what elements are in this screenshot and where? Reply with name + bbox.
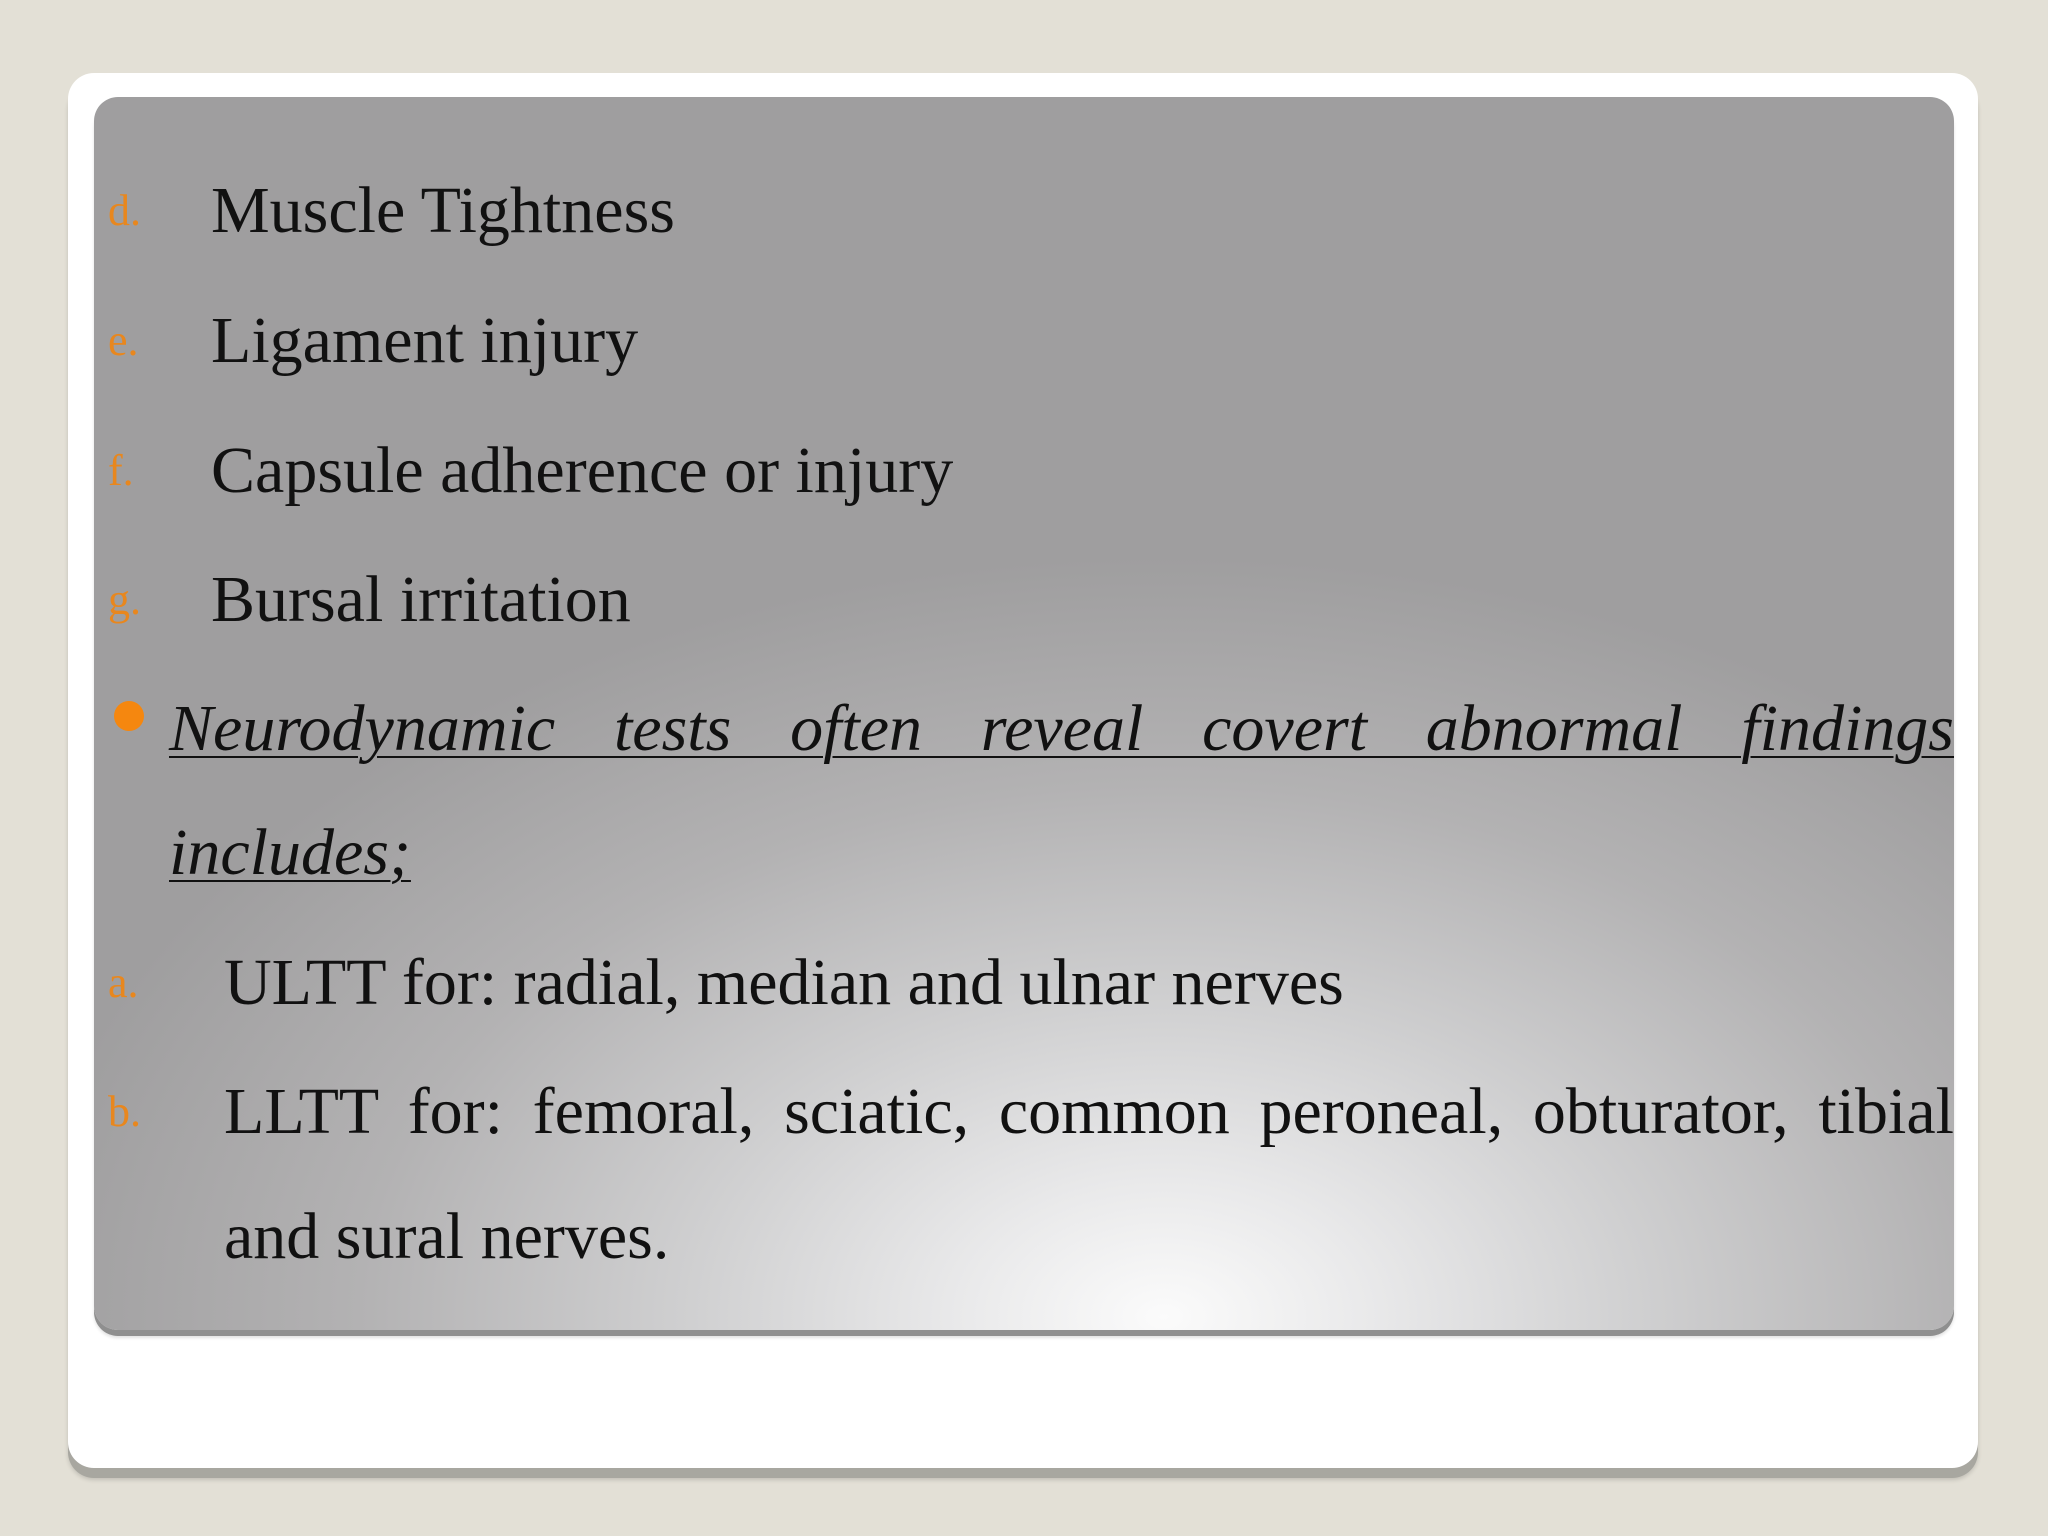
bullet-heading-line1: Neurodynamic tests often reveal covert abnormal findings bbox=[169, 692, 1954, 765]
list-item-text: Capsule adherence or injury bbox=[211, 434, 954, 507]
content-panel bbox=[94, 97, 1954, 1330]
list-item-text: Muscle Tightness bbox=[211, 174, 675, 247]
list-item-text-line2: and sural nerves. bbox=[224, 1200, 670, 1273]
list-marker: d. bbox=[108, 186, 141, 235]
list-item bbox=[94, 1072, 1954, 1152]
list-item-text: Bursal irritation bbox=[211, 563, 631, 636]
list-marker: b. bbox=[108, 1087, 141, 1136]
list-marker: e. bbox=[108, 316, 139, 365]
list-marker: a. bbox=[108, 958, 139, 1007]
bullet-dot-icon bbox=[114, 701, 144, 731]
list-item-text-line1: LLTT for: femoral, sciatic, common peroneal, obturator, tibial bbox=[224, 1075, 1954, 1148]
list-item-text: Ligament injury bbox=[211, 304, 639, 377]
bullet-heading bbox=[94, 689, 1954, 769]
list-item-text: ULTT for: radial, median and ulnar nerves bbox=[224, 946, 1344, 1019]
list-marker: g. bbox=[108, 575, 141, 624]
list-marker: f. bbox=[108, 446, 134, 495]
bullet-heading-line2: includes; bbox=[169, 816, 411, 889]
